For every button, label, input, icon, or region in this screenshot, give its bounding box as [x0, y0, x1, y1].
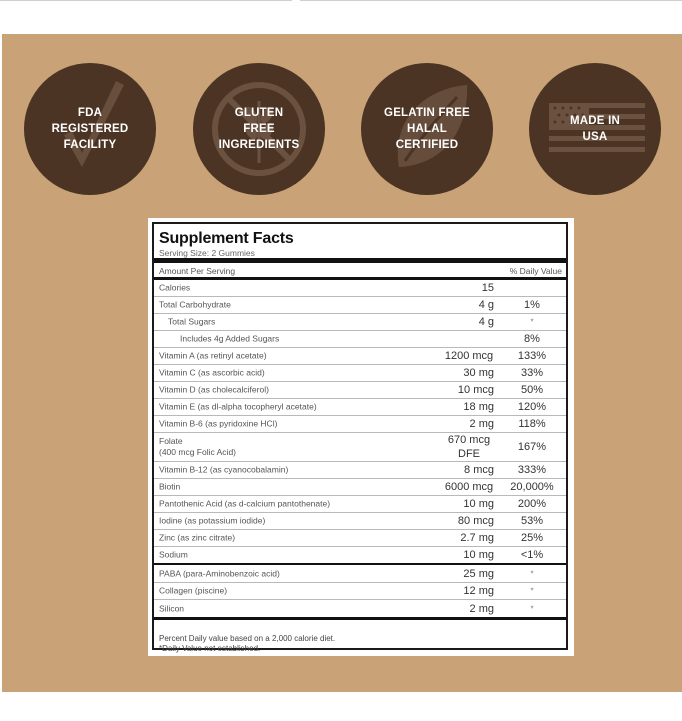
daily-value: * — [530, 604, 534, 613]
amount-per-serving-label: Amount Per Serving — [159, 266, 236, 276]
nutrient-amount: 4 g — [478, 316, 494, 328]
badge-halal-text: GELATIN FREE HALAL CERTIFIED — [384, 107, 470, 151]
daily-value: * — [530, 317, 534, 327]
nutrient-amount: 10 mg — [463, 549, 494, 561]
table-row — [154, 600, 566, 617]
table-row — [154, 479, 566, 496]
nutrient-name: Vitamin A (as retinyl acetate) — [159, 350, 267, 361]
nutrient-amount: 10 mg — [463, 498, 494, 510]
nutrient-name: Total Sugars — [168, 316, 216, 327]
daily-value: 133% — [517, 350, 547, 362]
nutrient-name: Zinc (as zinc citrate) — [159, 532, 236, 543]
nutrient-name: Vitamin B-6 (as pyridoxine HCl) — [159, 418, 278, 429]
nutrient-name: Vitamin D (as cholecalciferol) — [159, 384, 269, 395]
nutrient-name: Iodine (as potassium iodide) — [159, 515, 266, 526]
nutrient-amount: 80 mcg — [457, 515, 494, 527]
badge-gluten-free — [193, 63, 325, 195]
nutrient-amount: 2.7 mg — [460, 532, 494, 544]
daily-value: <1% — [520, 549, 544, 561]
daily-value: 120% — [517, 401, 547, 413]
supplement-facts-border — [152, 222, 568, 653]
nutrient-amount: 30 mg — [463, 367, 494, 379]
medium-divider-bottom — [154, 617, 566, 620]
badge-gluten-text: GLUTEN FREE INGREDIENTS — [218, 107, 300, 151]
table-row — [154, 280, 566, 297]
table-row — [154, 565, 566, 583]
daily-value: 33% — [520, 367, 544, 379]
nutrient-amount: 2 mg — [469, 602, 494, 615]
table-row — [154, 433, 566, 462]
nutrient-amount: 10 mcg — [457, 384, 494, 396]
table-row — [154, 530, 566, 547]
nutrient-name: Folate (400 mcg Folic Acid) — [159, 436, 236, 457]
nutrient-name: Vitamin E (as dl-alpha tocopheryl acetate) — [159, 401, 317, 412]
nutrient-name: PABA (para-Aminobenzoic acid) — [159, 568, 280, 578]
daily-value: * — [530, 586, 534, 596]
daily-value-header: % Daily Value — [509, 266, 562, 276]
nutrient-amount: 6000 mcg — [444, 481, 494, 493]
nutrient-name: Vitamin C (as ascorbic acid) — [159, 367, 265, 378]
daily-value: 25% — [520, 532, 544, 544]
nutrient-amount: 25 mg — [463, 567, 494, 580]
footnote-not-established: *Daily Value not established. — [159, 644, 261, 653]
amount-header-row — [154, 263, 566, 277]
nutrient-name: Collagen (piscine) — [159, 585, 228, 596]
nutrient-name: Silicon — [159, 603, 185, 613]
daily-value: 167% — [517, 441, 547, 453]
badge-halal-certified — [361, 63, 493, 195]
nutrient-amount: 18 mg — [463, 401, 494, 413]
table-row — [154, 331, 566, 348]
nutrient-name: Vitamin B-12 (as cyanocobalamin) — [159, 464, 289, 475]
daily-value: 1% — [524, 299, 540, 311]
daily-value: 200% — [517, 498, 547, 510]
footnote-dv-basis: Percent Daily value based on a 2,000 calorie diet. — [159, 634, 336, 643]
badge-made-in-usa — [529, 63, 661, 195]
daily-value: 333% — [517, 464, 547, 476]
nutrient-amount: 4 g — [478, 299, 494, 311]
nutrient-amount: 1200 mcg — [444, 350, 494, 362]
table-row — [154, 365, 566, 382]
footnote — [159, 634, 335, 654]
nutrient-name: Biotin — [159, 481, 181, 492]
badge-usa-text: MADE IN USA — [570, 115, 620, 143]
table-row — [154, 382, 566, 399]
daily-value: 50% — [520, 384, 544, 396]
nutrient-amount: 15 — [481, 282, 494, 294]
table-row — [154, 462, 566, 479]
serving-size: Serving Size: 2 Gummies — [159, 248, 255, 258]
daily-value: 20,000% — [510, 481, 554, 493]
table-row — [154, 297, 566, 314]
table-row — [154, 348, 566, 365]
nutrient-amount: 8 mcg — [464, 464, 494, 476]
nutrient-name: Sodium — [159, 549, 188, 560]
badge-fda-text: FDA REGISTERED FACILITY — [51, 107, 129, 151]
supplement-facts-title: Supplement Facts — [159, 230, 294, 247]
nutrient-name: Calories — [159, 282, 191, 293]
table-row — [154, 314, 566, 331]
nutrient-name: Includes 4g Added Sugars — [180, 333, 280, 344]
table-row — [154, 583, 566, 600]
nutrient-amount: 12 mg — [463, 585, 494, 597]
table-row — [154, 547, 566, 564]
nutrient-amount: 670 mcg DFE — [447, 434, 491, 460]
supplement-facts-label — [148, 218, 574, 656]
table-row — [154, 416, 566, 433]
nutrient-name: Total Carbohydrate — [159, 299, 231, 310]
daily-value: 118% — [518, 418, 546, 430]
badge-fda-registered — [24, 63, 156, 195]
nutrient-name: Pantothenic Acid (as d-calcium pantothenate) — [159, 498, 331, 509]
nutrient-amount: 2 mg — [469, 418, 494, 430]
table-row — [154, 399, 566, 416]
table-row — [154, 496, 566, 513]
table-row — [154, 513, 566, 530]
daily-value: 53% — [520, 515, 544, 527]
daily-value: 8% — [524, 333, 540, 345]
top-divider — [0, 0, 682, 1]
daily-value: * — [530, 569, 534, 578]
